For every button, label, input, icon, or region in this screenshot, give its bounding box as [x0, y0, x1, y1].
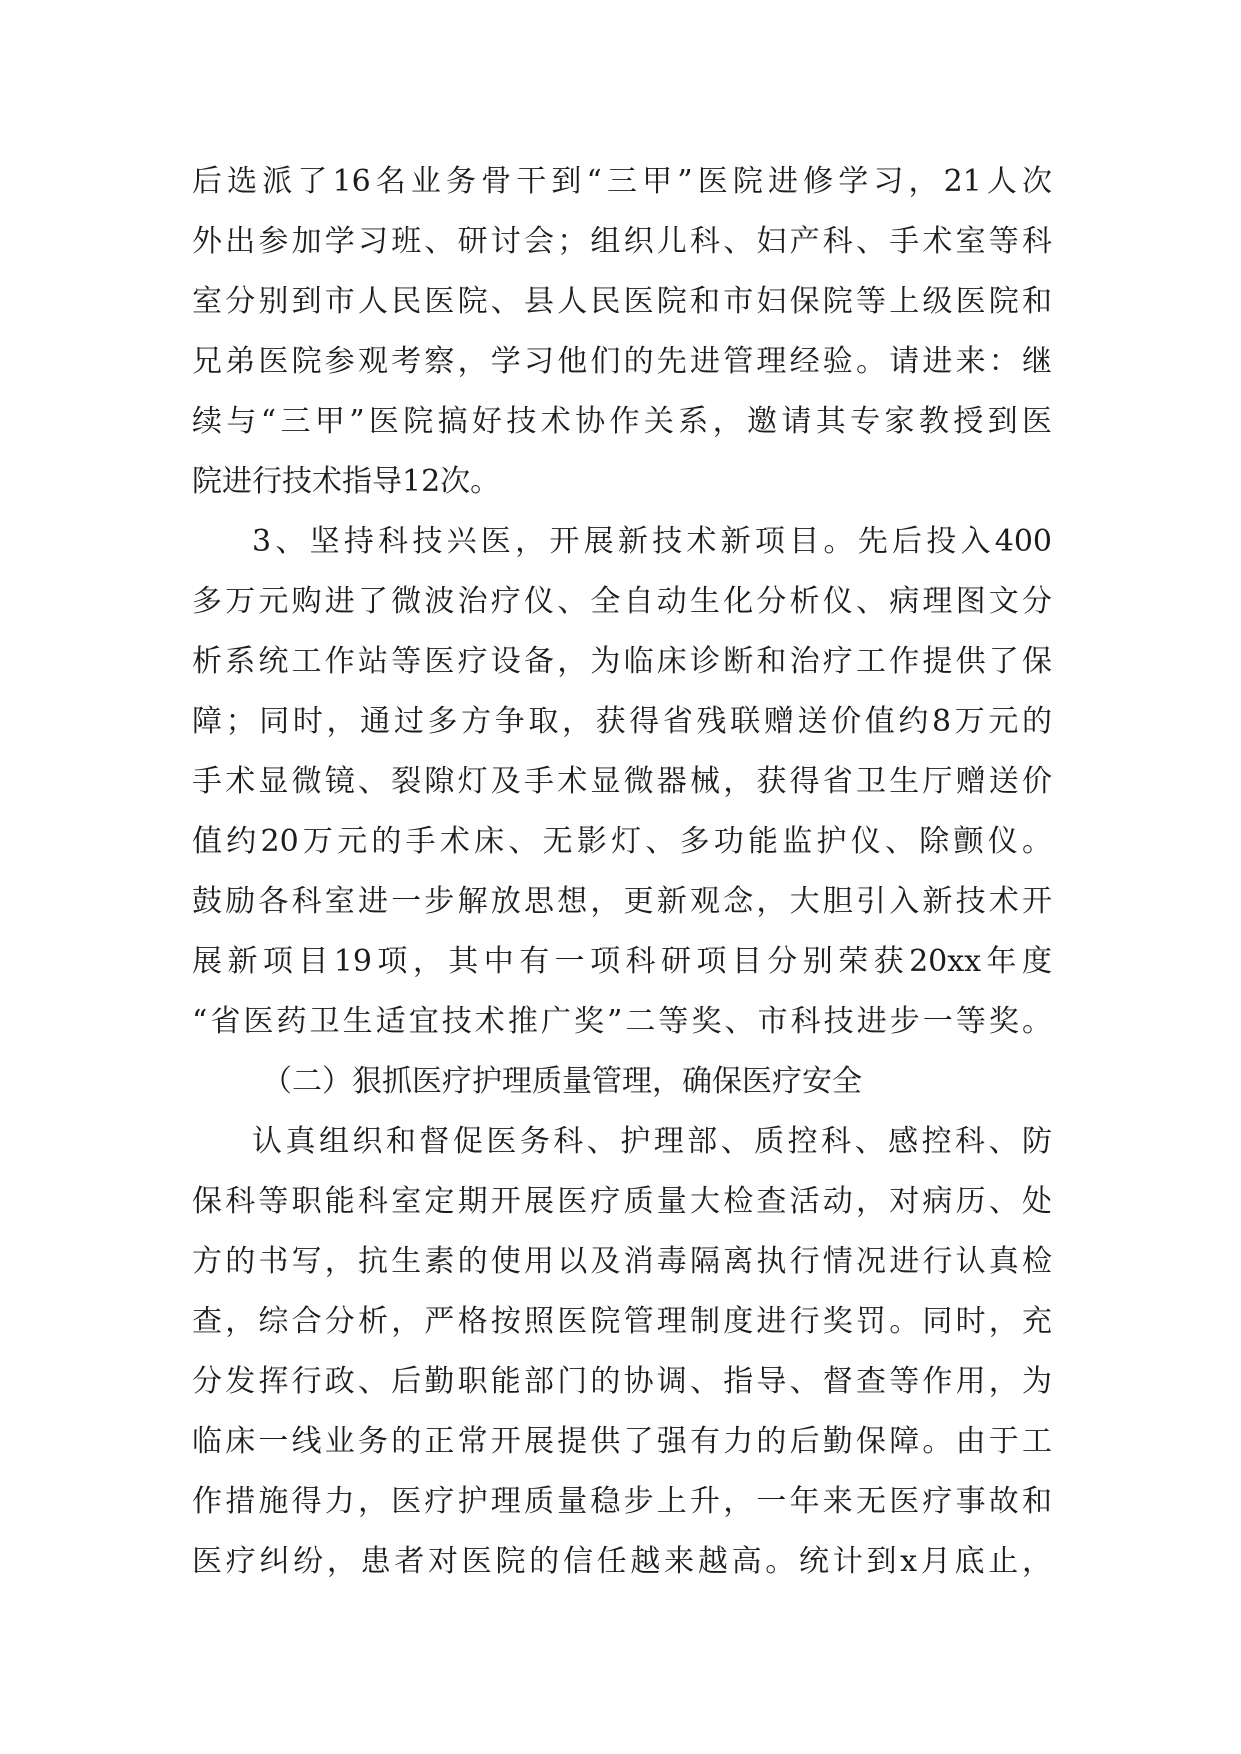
- text-line: 外出参加学习班、研讨会；组织儿科、妇产科、手术室等科: [192, 224, 1052, 259]
- text-line: 查，综合分析，严格按照医院管理制度进行奖罚。同时，充: [192, 1304, 1052, 1339]
- text-line: 析系统工作站等医疗设备，为临床诊断和治疗工作提供了保: [192, 644, 1052, 679]
- text-line: 医疗纠纷，患者对医院的信任越来越高。统计到x月底止，: [192, 1544, 1052, 1579]
- text-line: 作措施得力，医疗护理质量稳步上升，一年来无医疗事故和: [192, 1484, 1052, 1519]
- text-line: “省医药卫生适宜技术推广奖”二等奖、市科技进步一等奖。: [192, 1004, 1052, 1039]
- text-line: 后选派了16名业务骨干到“三甲”医院进修学习，21人次: [192, 164, 1052, 199]
- section-heading: （二）狠抓医疗护理质量管理，确保医疗安全: [262, 1064, 862, 1099]
- text-line: 多万元购进了微波治疗仪、全自动生化分析仪、病理图文分: [192, 584, 1052, 619]
- text-line: 续与“三甲”医院搞好技术协作关系，邀请其专家教授到医: [192, 404, 1052, 439]
- text-line: 院进行技术指导12次。: [192, 464, 501, 499]
- text-line: 兄弟医院参观考察，学习他们的先进管理经验。请进来：继: [192, 344, 1052, 379]
- text-line: 展新项目19项，其中有一项科研项目分别荣获20xx年度: [192, 944, 1052, 979]
- text-line: 室分别到市人民医院、县人民医院和市妇保院等上级医院和: [192, 284, 1052, 319]
- text-line: 手术显微镜、裂隙灯及手术显微器械，获得省卫生厅赠送价: [192, 764, 1052, 799]
- text-line: 鼓励各科室进一步解放思想，更新观念，大胆引入新技术开: [192, 884, 1052, 919]
- document-body: [192, 152, 1052, 1592]
- text-line: 临床一线业务的正常开展提供了强有力的后勤保障。由于工: [192, 1424, 1052, 1459]
- text-line: 值约20万元的手术床、无影灯、多功能监护仪、除颤仪。: [192, 824, 1052, 859]
- text-line: 障；同时，通过多方争取，获得省残联赠送价值约8万元的: [192, 704, 1052, 739]
- paragraph-start-line: 认真组织和督促医务科、护理部、质控科、感控科、防: [252, 1124, 1052, 1159]
- text-line: 分发挥行政、后勤职能部门的协调、指导、督查等作用，为: [192, 1364, 1052, 1399]
- paragraph-start-line: 3、坚持科技兴医，开展新技术新项目。先后投入400: [252, 524, 1052, 559]
- text-line: 保科等职能科室定期开展医疗质量大检查活动，对病历、处: [192, 1184, 1052, 1219]
- text-line: 方的书写，抗生素的使用以及消毒隔离执行情况进行认真检: [192, 1244, 1052, 1279]
